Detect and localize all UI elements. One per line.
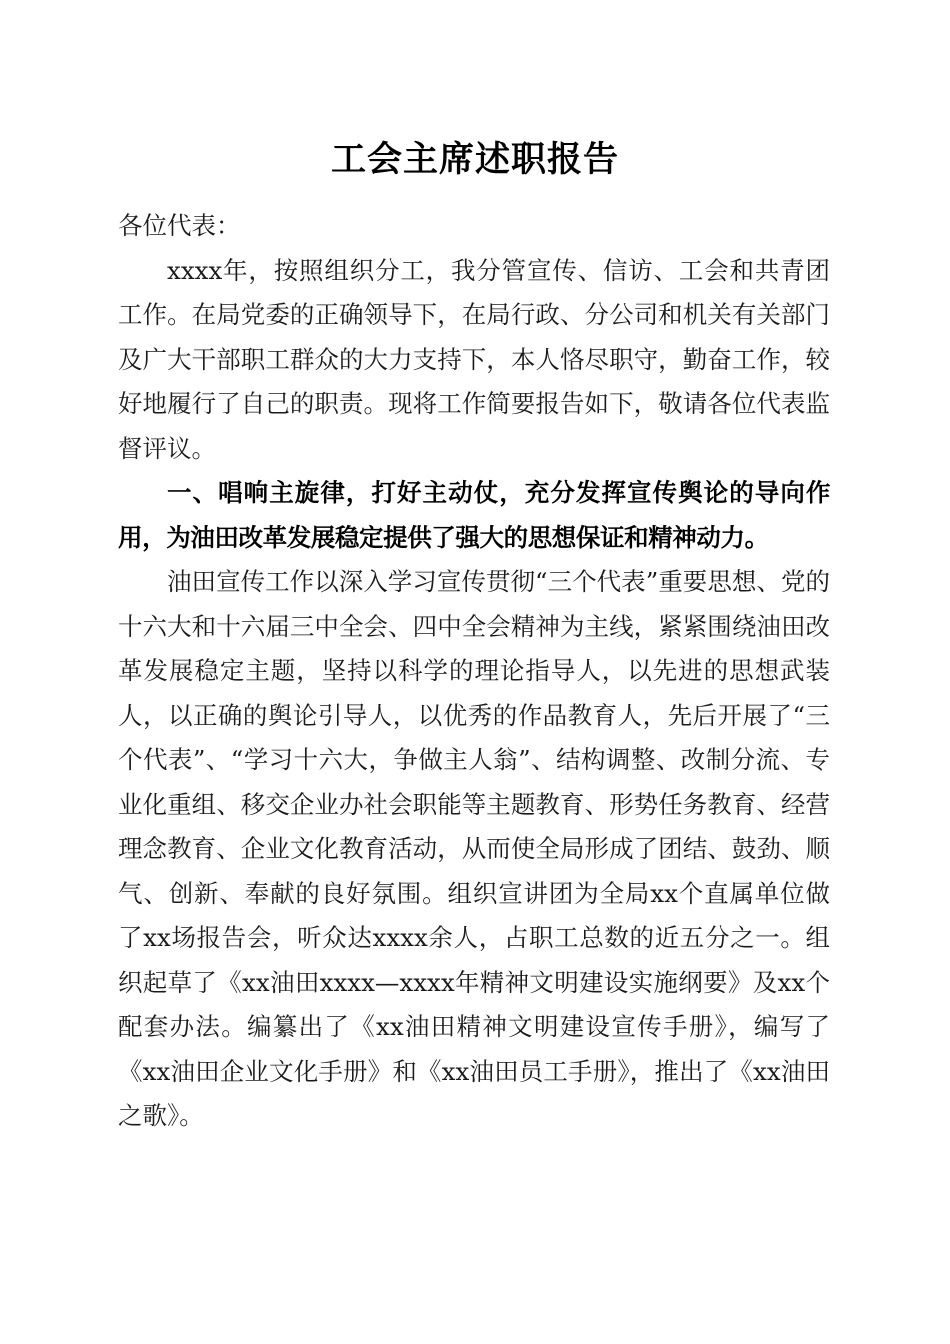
section-1-paragraph: 油田宣传工作以深入学习宣传贯彻“三个代表”重要思想、党的十六大和十六届三中全会、四中全会精神为主线，紧紧围绕油田改革发展稳定主题，坚持以科学的理论指导人，以先进的思想武装人，以正确的舆论引导人，以优秀的作品教育人，先后开展了“三个代表”、“学习十六大，争做主人翁”、结构调整、改制分流、专业化重组、移交企业办社会职能等主题教育、形势任务教育、经营理念教育、企业文化教育活动，从而使全局形成了团结、鼓劲、顺气、创新、奉献的良好氛围。组织宣讲团为全局xx个直属单位做了xx场报告会，听众达xxxx余人，占职工总数的近五分之一。组织起草了《xx油田xxxx—xxxx年精神文明建设实施纲要》及xx个配套办法。编纂出了《xx油田精神文明建设宣传手册》，编写了《xx油田企业文化手册》和《xx油田员工手册》，推出了《xx油田之歌》。 [118,567,830,1130]
document-title: 工会主席述职报告 [330,139,619,180]
salutation: 各位代表： [118,211,241,240]
document-body [118,204,830,1139]
intro-paragraph: xxxx年，按照组织分工，我分管宣传、信访、工会和共青团工作。在局党委的正确领导下，在局行政、分公司和机关有关部门及广大干部职工群众的大力支持下，本人恪尽职守，勤奋工作，较好地履行了自己的职责。现将工作简要报告如下，敬请各位代表监督评议。 [118,255,830,463]
section-heading-1: 一、唱响主旋律，打好主动仗，充分发挥宣传舆论的导向作用，为油田改革发展稳定提供了强大的思想保证和精神动力。 [118,478,830,552]
